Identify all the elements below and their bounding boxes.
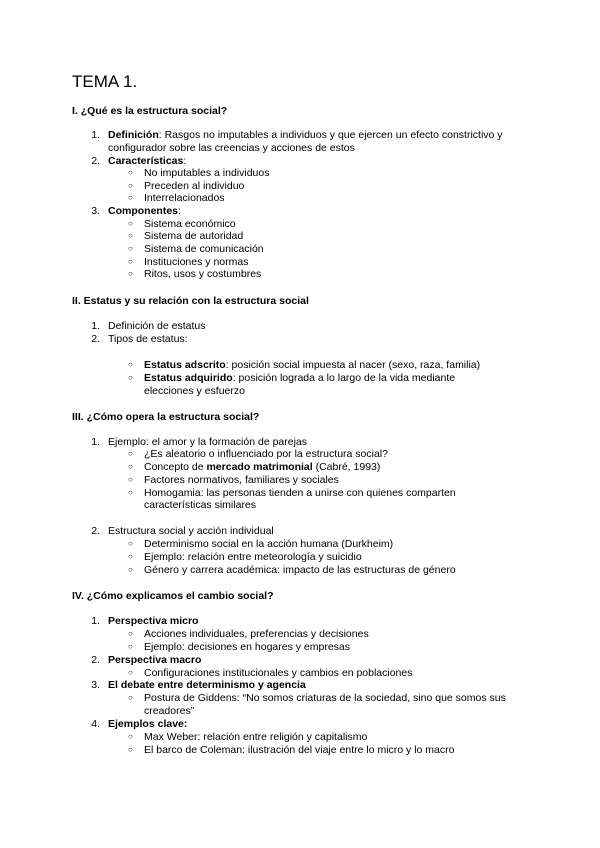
item-text: : Rasgos no imputables a individuos y que ejercen un efecto constrictivo y bbox=[158, 129, 503, 141]
list-number: 2. bbox=[91, 333, 100, 345]
list-item-componentes bbox=[108, 205, 181, 218]
sub-item: Factores normativos, familiares y sociales bbox=[144, 474, 339, 486]
sub-item: ¿Es aleatorio o influenciado por la estructura social? bbox=[144, 448, 388, 460]
list-item-continuation: configurador sobre las creencias y acciones de estos bbox=[108, 142, 355, 154]
sub-item: Preceden al individuo bbox=[144, 180, 245, 192]
bullet-circle-icon: ○ bbox=[128, 193, 133, 202]
item-text: : posición social impuesta al nacer (sexo, raza, familia) bbox=[225, 359, 481, 371]
sub-item: El barco de Coleman: ilustración del viaje entre lo micro y lo macro bbox=[144, 744, 455, 756]
item-text: Concepto de bbox=[144, 461, 207, 473]
term-bold: Estatus adquirido bbox=[144, 372, 233, 384]
term-bold: Características bbox=[108, 155, 184, 167]
sub-item: Instituciones y normas bbox=[144, 256, 249, 268]
sub-item: Determinismo social en la acción humana (Durkheim) bbox=[144, 538, 394, 550]
bullet-circle-icon: ○ bbox=[128, 539, 133, 548]
section-heading-2: II. Estatus y su relación con la estructura social bbox=[72, 295, 309, 307]
list-number: 2. bbox=[91, 525, 100, 537]
bullet-circle-icon: ○ bbox=[128, 565, 133, 574]
list-item-macro bbox=[108, 654, 201, 667]
term-bold: Estatus adscrito bbox=[144, 359, 226, 371]
term-bold: Perspectiva macro bbox=[108, 654, 202, 666]
sub-item: Sistema de comunicación bbox=[144, 243, 264, 255]
sub-item: Max Weber: relación entre religión y capitalismo bbox=[144, 731, 368, 743]
list-item: Ejemplo: el amor y la formación de parejas bbox=[108, 436, 308, 448]
sub-item: Ritos, usos y costumbres bbox=[144, 268, 262, 280]
term-bold: Ejemplos clave: bbox=[108, 718, 188, 730]
sub-item: Acciones individuales, preferencias y decisiones bbox=[144, 628, 369, 640]
item-text: : bbox=[183, 155, 187, 167]
bullet-circle-icon: ○ bbox=[128, 181, 133, 190]
bullet-circle-icon: ○ bbox=[128, 642, 133, 651]
bullet-circle-icon: ○ bbox=[128, 219, 133, 228]
list-number: 2. bbox=[91, 155, 100, 167]
sub-item-estatus-adquirido bbox=[144, 372, 455, 385]
bullet-circle-icon: ○ bbox=[128, 231, 133, 240]
sub-item: Ejemplo: relación entre meteorología y suicidio bbox=[144, 551, 362, 563]
bullet-circle-icon: ○ bbox=[128, 462, 133, 471]
sub-item-mercado bbox=[144, 461, 380, 474]
term-bold: El debate entre determinismo y agencia bbox=[108, 679, 306, 691]
bullet-circle-icon: ○ bbox=[128, 745, 133, 754]
sub-item: Sistema económico bbox=[144, 218, 236, 230]
list-number: 3. bbox=[91, 205, 100, 217]
section-heading-1: I. ¿Qué es la estructura social? bbox=[72, 105, 228, 117]
page-title: TEMA 1. bbox=[72, 72, 138, 91]
sub-item: Configuraciones institucionales y cambios en poblaciones bbox=[144, 667, 413, 679]
sub-item: Interrelacionados bbox=[144, 192, 225, 204]
item-text: : bbox=[178, 205, 181, 217]
list-number: 4. bbox=[91, 718, 100, 730]
list-number: 3. bbox=[91, 679, 100, 691]
term-bold: Perspectiva micro bbox=[108, 615, 199, 627]
list-item-debate bbox=[108, 679, 306, 692]
section-heading-3: III. ¿Cómo opera la estructura social? bbox=[72, 411, 260, 423]
list-item: Estructura social y acción individual bbox=[108, 525, 274, 537]
item-text: : posición lograda a lo largo de la vida mediante bbox=[232, 372, 456, 384]
bullet-circle-icon: ○ bbox=[128, 732, 133, 741]
sub-item: Género y carrera académica: impacto de las estructuras de género bbox=[144, 564, 456, 576]
sub-item: Postura de Giddens: “No somos criaturas de la sociedad, sino que somos sus bbox=[144, 692, 506, 704]
list-item: Tipos de estatus: bbox=[108, 333, 188, 345]
bullet-circle-icon: ○ bbox=[128, 244, 133, 253]
list-item-ejemplos bbox=[108, 718, 187, 731]
term-bold: Definición bbox=[108, 129, 159, 141]
list-item: Definición de estatus bbox=[108, 320, 206, 332]
sub-item-continuation: características similares bbox=[144, 499, 257, 511]
term-bold: mercado matrimonial bbox=[206, 461, 313, 473]
list-number: 1. bbox=[91, 320, 100, 332]
term-bold: Componentes bbox=[108, 205, 179, 217]
bullet-circle-icon: ○ bbox=[128, 488, 133, 497]
item-text: (Cabré, 1993) bbox=[312, 461, 381, 473]
bullet-circle-icon: ○ bbox=[128, 360, 133, 369]
sub-item: No imputables a individuos bbox=[144, 167, 270, 179]
sub-item: Sistema de autoridad bbox=[144, 230, 244, 242]
bullet-circle-icon: ○ bbox=[128, 449, 133, 458]
sub-item: Homogamia: las personas tienden a unirse con quienes comparten bbox=[144, 487, 456, 499]
sub-item-continuation: creadores” bbox=[144, 705, 195, 717]
bullet-circle-icon: ○ bbox=[128, 693, 133, 702]
sub-item-estatus-adscrito bbox=[144, 359, 480, 372]
bullet-circle-icon: ○ bbox=[128, 257, 133, 266]
section-heading-4: IV. ¿Cómo explicamos el cambio social? bbox=[72, 590, 274, 602]
bullet-circle-icon: ○ bbox=[128, 373, 133, 382]
list-number: 1. bbox=[91, 615, 100, 627]
list-item-caracteristicas bbox=[108, 155, 186, 168]
bullet-circle-icon: ○ bbox=[128, 168, 133, 177]
list-number: 2. bbox=[91, 654, 100, 666]
bullet-circle-icon: ○ bbox=[128, 269, 133, 278]
sub-item-continuation: elecciones y esfuerzo bbox=[144, 385, 245, 397]
sub-item: Ejemplo: decisiones en hogares y empresas bbox=[144, 641, 351, 653]
bullet-circle-icon: ○ bbox=[128, 552, 133, 561]
bullet-circle-icon: ○ bbox=[128, 629, 133, 638]
list-item-micro bbox=[108, 615, 198, 628]
bullet-circle-icon: ○ bbox=[128, 475, 133, 484]
list-number: 1. bbox=[91, 436, 100, 448]
list-number: 1. bbox=[91, 129, 100, 141]
list-item-definicion bbox=[108, 129, 503, 142]
bullet-circle-icon: ○ bbox=[128, 668, 133, 677]
